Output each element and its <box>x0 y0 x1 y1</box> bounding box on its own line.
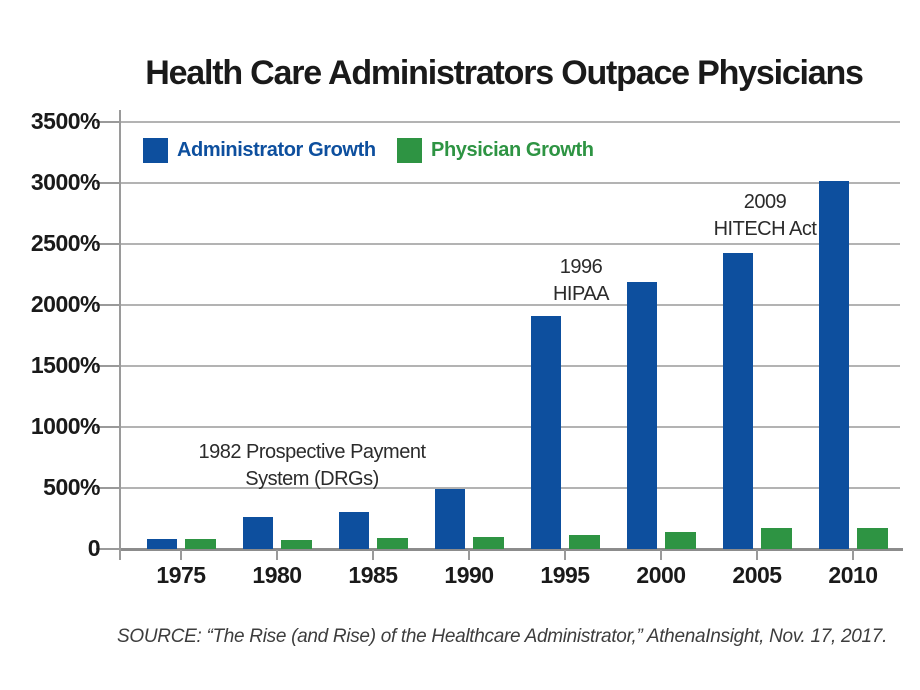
bar-administrator-1990 <box>435 489 465 549</box>
bar-physician-2010 <box>857 528 888 549</box>
x-tick-1990 <box>468 550 470 560</box>
x-tick-2005 <box>756 550 758 560</box>
bar-physician-1990 <box>473 537 504 549</box>
physician-swatch <box>397 138 422 163</box>
x-axis-label-1995: 1995 <box>540 562 590 588</box>
bar-administrator-1995 <box>531 316 561 549</box>
y-axis-label-0: 0 <box>87 535 100 561</box>
x-tick-1995 <box>564 550 566 560</box>
legend-item-administrator <box>143 138 376 163</box>
x-tick-1975 <box>180 550 182 560</box>
gridline-2000% <box>120 304 900 306</box>
bar-administrator-2005 <box>723 253 753 549</box>
x-axis-label-1975: 1975 <box>156 562 206 588</box>
x-axis-label-2005: 2005 <box>732 562 782 588</box>
gridline-1000% <box>120 426 900 428</box>
y-axis-label-3500%: 3500% <box>30 108 100 134</box>
legend-item-physician <box>397 138 594 163</box>
x-axis-label-1985: 1985 <box>348 562 398 588</box>
bar-administrator-2010 <box>819 181 849 549</box>
bar-physician-1985 <box>377 538 408 549</box>
gridline-3000% <box>120 182 900 184</box>
bar-physician-1975 <box>185 539 216 549</box>
legend-label-administrator: Administrator Growth <box>177 139 376 161</box>
bar-administrator-2000 <box>627 282 657 549</box>
y-axis-label-2500%: 2500% <box>30 230 100 256</box>
x-axis-label-1990: 1990 <box>444 562 494 588</box>
x-tick-2000 <box>660 550 662 560</box>
x-tick-1980 <box>276 550 278 560</box>
x-axis-label-2000: 2000 <box>636 562 686 588</box>
bar-physician-2000 <box>665 532 696 549</box>
y-axis-label-1000%: 1000% <box>30 413 100 439</box>
x-axis-label-1980: 1980 <box>252 562 302 588</box>
administrator-swatch <box>143 138 168 163</box>
chart-title: Health Care Administrators Outpace Physicians <box>145 54 863 92</box>
y-axis-label-1500%: 1500% <box>30 352 100 378</box>
bar-physician-1995 <box>569 535 600 549</box>
y-axis-label-3000%: 3000% <box>30 169 100 195</box>
x-tick-1985 <box>372 550 374 560</box>
gridline-2500% <box>120 243 900 245</box>
annotation-2: 2009 HITECH Act <box>713 191 817 240</box>
bar-administrator-1975 <box>147 539 177 549</box>
annotation-0: 1982 Prospective Payment System (DRGs) <box>198 441 426 490</box>
bar-physician-1980 <box>281 540 312 549</box>
bar-administrator-1985 <box>339 512 369 549</box>
y-axis-label-2000%: 2000% <box>30 291 100 317</box>
legend-label-physician: Physician Growth <box>431 139 594 161</box>
y-axis-line <box>119 110 121 560</box>
annotation-1: 1996 HIPAA <box>552 256 610 305</box>
gridline-3500% <box>120 121 900 123</box>
x-axis-label-2010: 2010 <box>828 562 878 588</box>
y-axis-label-500%: 500% <box>43 474 100 500</box>
source-citation: SOURCE: “The Rise (and Rise) of the Healthcare Administrator,” AthenaInsight, Nov. 17, 2017. <box>117 626 888 647</box>
x-tick-2010 <box>852 550 854 560</box>
bar-administrator-1980 <box>243 517 273 549</box>
bar-physician-2005 <box>761 528 792 549</box>
gridline-1500% <box>120 365 900 367</box>
